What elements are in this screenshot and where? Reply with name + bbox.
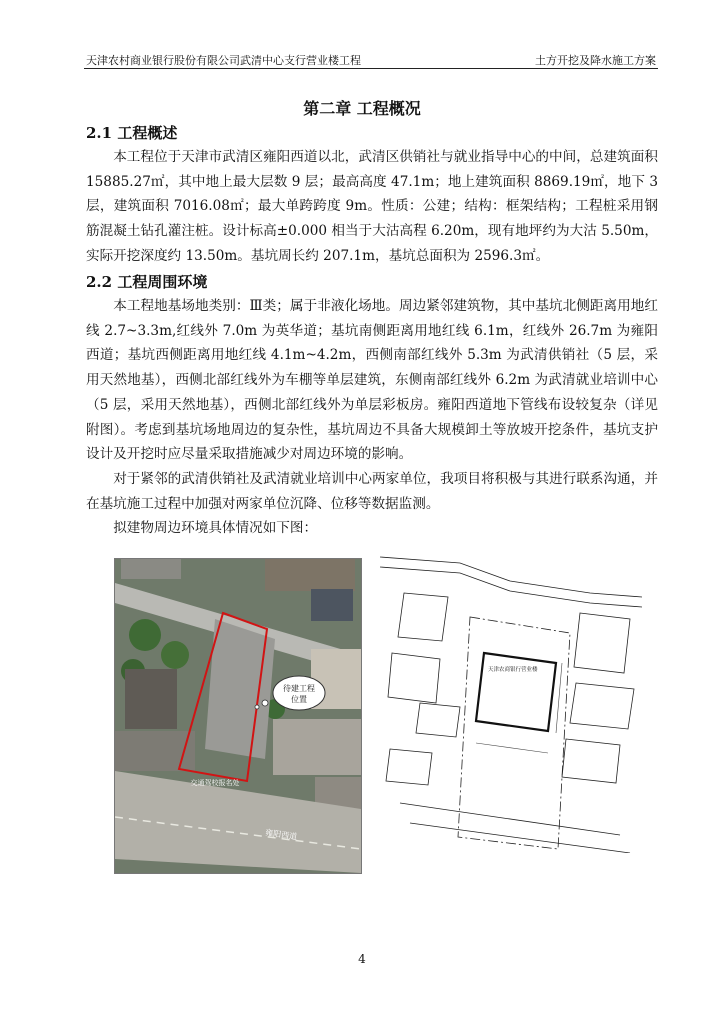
- section-2-2-body: [86, 294, 658, 541]
- paragraph: 对于紧邻的武清供销社及武清就业培训中心两家单位，我项目将积极与其进行联系沟通，并在基坑施工过程中加强对两家单位沉降、位移等数据监测。: [86, 470, 658, 512]
- header-project-title: 天津农村商业银行股份有限公司武清中心支行营业楼工程: [86, 54, 361, 67]
- section-2-1-body: [86, 145, 658, 269]
- aerial-photo-drawing: [115, 559, 361, 873]
- section-heading-2-1: 2.1 工程概述: [86, 124, 178, 142]
- header-document-title: 土方开挖及降水施工方案: [535, 54, 656, 67]
- paragraph: 本工程地基场地类别：Ⅲ类；属于非液化场地。周边紧邻建筑物，其中基坑北侧距离用地红线 2.7~3.3m,红线外 7.0m 为英华道；基坑南侧距离用地红线 6.1m，红线外 26.7m 为雍阳西道；基坑西侧距离用地红线 4.1m~4.2m，西侧南部红线外 5.3m 为武清供销社（5 层，采用天然地基），西侧北部红线外为车棚等单层建筑，东侧南部红线外 6.2m 为武清就业培训中心（5 层，采用天然地基），西侧北部红线外为单层彩板房。雍阳西道地下管线布设较复杂（详见附图）。考虑到基坑场地周边的复杂性，基坑周边不具备大规模卸土等放坡开挖条件，基坑支护设计及开挖时应尽量采取措施减少对周边环境的影响。: [86, 298, 658, 463]
- building-label: 天津农商银行营业楼: [488, 667, 538, 673]
- road-label: 雍阳西道: [264, 828, 298, 842]
- section-heading-2-2: 2.2 工程周围环境: [86, 273, 208, 291]
- paragraph: 本工程位于天津市武清区雍阳西道以北，武清区供销社与就业指导中心的中间，总建筑面积 15885.27㎡，其中地上最大层数 9 层；最高高度 47.1m；地上建筑面积 8869.19㎡，地下 3 层，建筑面积 7016.08㎡；最大单跨跨度 9m。性质：公建；结构：框架结构；工程桩采用钢筋混凝土钻孔灌注桩。设计标高±0.000 相当于大沽高程 6.20m，现有地坪约为大沽 5.50m，实际开挖深度约 13.50m。基坑周长约 207.1m，基坑总面积为 2596.3㎡。: [86, 149, 658, 264]
- header-rule: [84, 68, 658, 69]
- page-number: 4: [358, 952, 366, 966]
- aerial-photo-figure: [114, 558, 362, 874]
- site-plan-drawing: [380, 553, 642, 853]
- site-plan-figure: [380, 553, 642, 853]
- callout-line-2: 位置: [291, 695, 307, 704]
- school-label: 交通驾校报名处: [190, 779, 240, 787]
- paragraph: 拟建物周边环境具体情况如下图：: [113, 520, 318, 537]
- callout-line-1: 待建工程: [283, 684, 315, 693]
- chapter-title: 第二章 工程概况: [303, 99, 421, 118]
